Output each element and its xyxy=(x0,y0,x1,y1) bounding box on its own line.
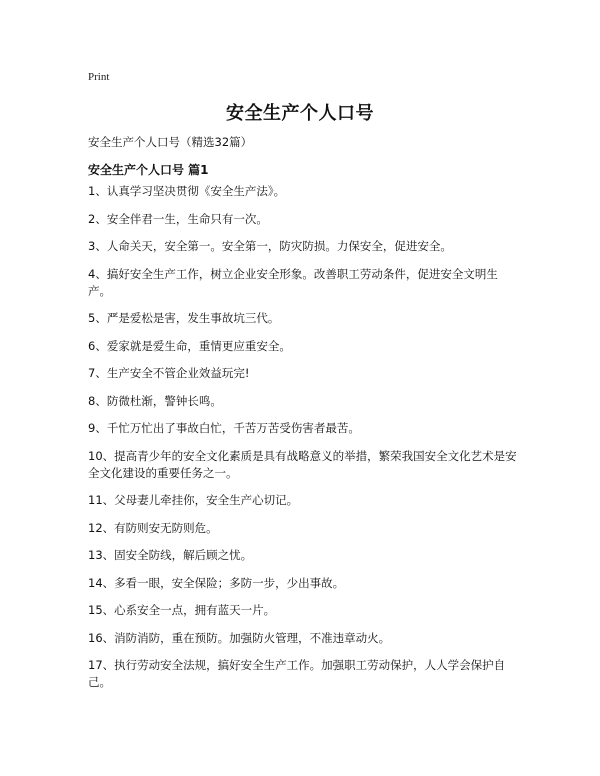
list-item: 3、人命关天，安全第一。安全第一，防灾防损。力保安全，促进安全。 xyxy=(88,239,452,253)
list-item: 17、执行劳动安全法规，搞好安全生产工作。加强职工劳动保护，人人学会保护自己。 xyxy=(88,658,506,689)
list-item: 9、千忙万忙出了事故白忙，千苦万苦受伤害者最苦。 xyxy=(88,421,360,435)
list-item: 11、父母妻儿牵挂你，安全生产心切记。 xyxy=(88,493,299,507)
list-item: 8、防微杜渐，警钟长鸣。 xyxy=(88,393,222,408)
list-item: 7、生产安全不管企业效益玩完! xyxy=(88,366,250,380)
list-item: 4、搞好安全生产工作，树立企业安全形象。改善职工劳动条件，促进安全文明生产。 xyxy=(88,266,498,298)
list-item: 10、提高青少年的安全文化素质是具有战略意义的举措，繁荣我国安全文化艺术是安全文化建设的重要任务之一。 xyxy=(88,448,517,480)
list-item: 13、固安全防线，解后顾之忧。 xyxy=(88,548,253,562)
page-title: 安全生产个人口号 xyxy=(226,103,374,124)
section-heading: 安全生产个人口号 篇1 xyxy=(88,163,209,177)
list-item: 16、消防消防，重在预防。加强防火管理，不准违章动火。 xyxy=(88,630,391,645)
list-item: 15、心系安全一点，拥有蓝天一片。 xyxy=(88,603,276,617)
list-item: 6、爱家就是爱生命，重情更应重安全。 xyxy=(88,338,291,353)
document-subtitle: 安全生产个人口号（精选32篇） xyxy=(88,135,253,149)
list-item: 14、多看一眼，安全保险；多防一步，少出事故。 xyxy=(88,575,345,590)
print-label[interactable]: Print xyxy=(88,71,110,83)
list-item: 1、认真学习坚决贯彻《安全生产法》。 xyxy=(88,184,286,198)
list-item: 2、安全伴君一生，生命只有一次。 xyxy=(88,211,268,226)
list-item: 12、有防则安无防则危。 xyxy=(88,520,218,535)
slogan-list xyxy=(88,183,520,702)
list-item: 5、严是爱松是害，发生事故坑三代。 xyxy=(88,311,280,325)
